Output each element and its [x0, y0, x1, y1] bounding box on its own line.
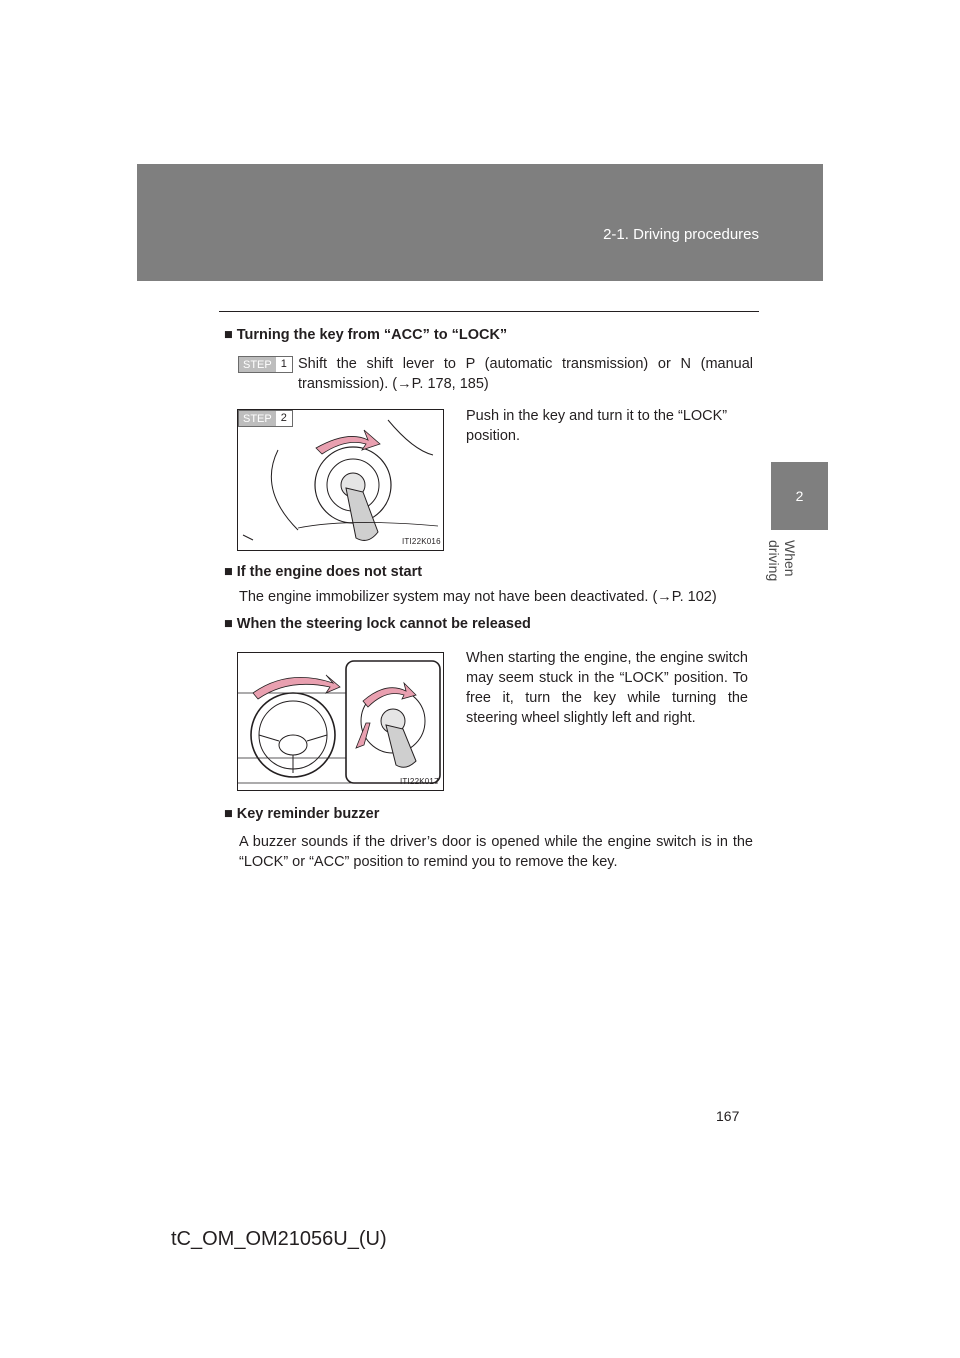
section-title: 2-1. Driving procedures — [603, 226, 759, 243]
ignition-key-figure — [237, 409, 444, 551]
page-number: 167 — [716, 1108, 740, 1124]
step-1-text: Shift the shift lever to P (automatic transmission) or N (manual transmission). (→P. 178, 185) — [298, 356, 753, 392]
chapter-label: When driving — [766, 540, 798, 582]
header-rule — [219, 311, 759, 312]
key-buzzer-text: A buzzer sounds if the driver’s door is opened while the engine switch is in the “LOCK” or “ACC” position to remind you to remove the key. — [239, 834, 753, 870]
figure-code: ITI22K016 — [402, 537, 441, 546]
steering-lock-text: When starting the engine, the engine switch may seem stuck in the “LOCK” position. To free it, turn the key while turning the steering wheel slightly left and right. — [466, 650, 748, 726]
bullet-icon: ■ — [224, 327, 233, 343]
step-2-badge: STEP 2 — [238, 410, 293, 427]
bullet-icon: ■ — [224, 616, 233, 632]
engine-not-start-text: The engine immobilizer system may not have been deactivated. (→P. 102) — [239, 589, 717, 605]
ignition-switch-illustration — [238, 410, 443, 550]
rotate-arrow-icon — [253, 675, 340, 699]
figure-code: ITI22K017 — [400, 777, 439, 786]
steering-wheel-illustration — [238, 653, 443, 790]
heading-steering-lock: ■ When the steering lock cannot be released — [224, 616, 531, 632]
heading-turning-key: ■ Turning the key from “ACC” to “LOCK” — [224, 327, 508, 343]
steering-wheel-figure — [237, 652, 444, 791]
bullet-icon: ■ — [224, 806, 233, 822]
step-1-badge: STEP 1 — [238, 356, 293, 373]
chapter-tab: 2 — [771, 462, 828, 530]
document-code: tC_OM_OM21056U_(U) — [171, 1228, 387, 1250]
heading-engine-not-start: ■ If the engine does not start — [224, 564, 423, 580]
bullet-icon: ■ — [224, 564, 233, 580]
header-band — [137, 164, 823, 281]
heading-key-buzzer: ■ Key reminder buzzer — [224, 806, 380, 822]
step-2-text: Push in the key and turn it to the “LOCK” position. — [466, 408, 728, 444]
